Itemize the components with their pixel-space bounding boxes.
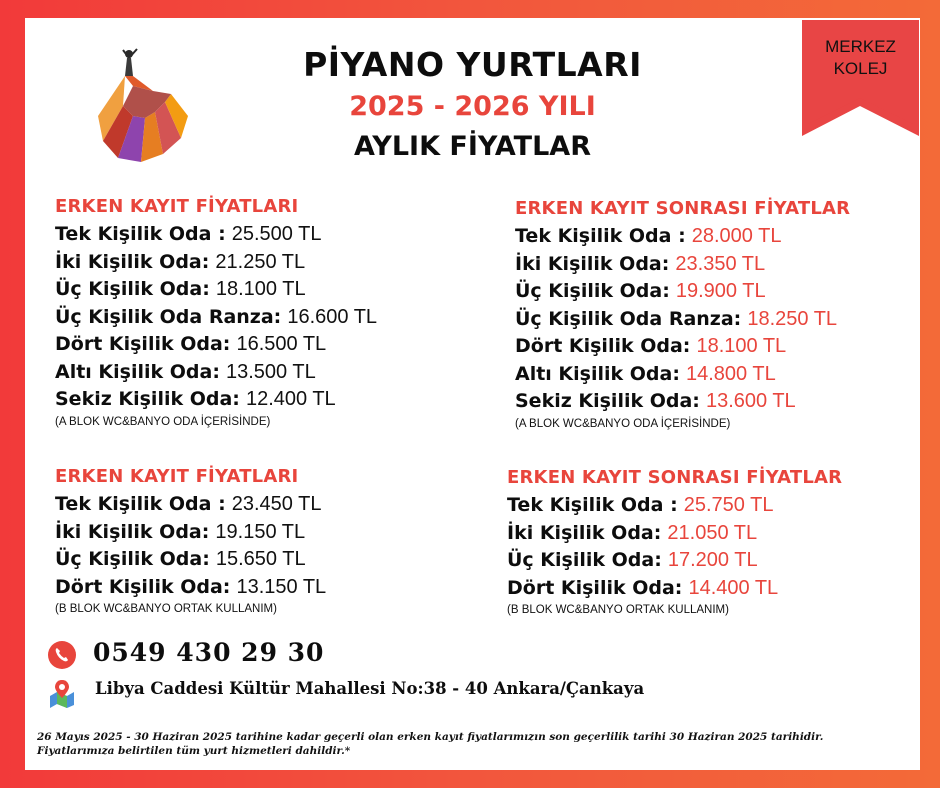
badge-line-1: MERKEZ bbox=[825, 37, 896, 56]
block-title: ERKEN KAYIT SONRASI FİYATLAR bbox=[507, 467, 843, 488]
room-label: Üç Kişilik Oda: bbox=[55, 278, 210, 300]
room-label: Dört Kişilik Oda: bbox=[55, 575, 231, 598]
room-price: 21.050 TL bbox=[667, 521, 758, 544]
room-price: 25.750 TL bbox=[683, 494, 774, 516]
price-row bbox=[55, 546, 326, 574]
block-note: (A BLOK WC&BANYO ODA İÇERİSİNDE) bbox=[55, 415, 271, 428]
room-price: 17.200 TL bbox=[667, 549, 758, 571]
room-price: 13.600 TL bbox=[705, 390, 796, 412]
room-price: 19.150 TL bbox=[215, 520, 306, 543]
room-label: Dört Kişilik Oda: bbox=[515, 335, 691, 357]
room-price: 21.250 TL bbox=[215, 250, 306, 273]
block-title: ERKEN KAYIT FİYATLARI bbox=[55, 196, 299, 217]
price-row bbox=[515, 333, 850, 361]
block-title: ERKEN KAYIT SONRASI FİYATLAR bbox=[515, 198, 851, 219]
room-price: 23.450 TL bbox=[231, 493, 322, 515]
room-label: Üç Kişilik Oda: bbox=[515, 280, 670, 302]
price-row bbox=[55, 249, 377, 277]
room-price: 14.800 TL bbox=[685, 362, 776, 385]
badge-line-2: KOLEJ bbox=[833, 59, 888, 78]
price-row bbox=[55, 359, 377, 387]
price-row bbox=[55, 276, 377, 304]
room-price: 18.100 TL bbox=[696, 335, 787, 357]
price-row bbox=[55, 331, 377, 359]
room-price: 23.350 TL bbox=[675, 252, 766, 275]
room-label: Altı Kişilik Oda: bbox=[55, 360, 220, 383]
footer-line-1: 26 Mayıs 2025 - 30 Haziran 2025 tarihine kadar geçerli olan erken kayıt fiyatlarımızın son geçerlilik tarihi 30 Haziran 2025 tarihidir. bbox=[37, 731, 824, 743]
room-price: 16.600 TL bbox=[287, 305, 378, 328]
price-row bbox=[507, 520, 842, 548]
room-label: Üç Kişilik Oda: bbox=[507, 549, 662, 571]
room-label: Sekiz Kişilik Oda: bbox=[55, 388, 240, 410]
room-label: Altı Kişilik Oda: bbox=[515, 362, 680, 385]
room-label: Sekiz Kişilik Oda: bbox=[515, 390, 700, 412]
phone-icon bbox=[47, 640, 77, 670]
price-row bbox=[55, 519, 326, 547]
phone-number[interactable]: 0549 430 29 30 bbox=[93, 638, 325, 667]
room-label: Dört Kişilik Oda: bbox=[507, 576, 683, 599]
room-label: Dört Kişilik Oda: bbox=[55, 333, 231, 355]
room-label: Tek Kişilik Oda : bbox=[507, 494, 678, 516]
price-row bbox=[507, 575, 842, 603]
price-row bbox=[515, 306, 850, 334]
room-price: 13.150 TL bbox=[236, 575, 327, 598]
room-label: Tek Kişilik Oda : bbox=[55, 223, 226, 245]
room-price: 28.000 TL bbox=[691, 225, 782, 247]
room-label: Üç Kişilik Oda Ranza: bbox=[55, 305, 282, 328]
map-pin-icon bbox=[47, 678, 77, 708]
price-row bbox=[515, 223, 850, 251]
price-block-b-late bbox=[507, 467, 842, 616]
price-row bbox=[55, 221, 377, 249]
price-row bbox=[55, 386, 377, 414]
flyer-card bbox=[25, 18, 920, 770]
room-label: Tek Kişilik Oda : bbox=[515, 225, 686, 247]
room-price: 16.500 TL bbox=[236, 333, 327, 355]
block-note: (B BLOK WC&BANYO ORTAK KULLANIM) bbox=[55, 603, 277, 615]
address: Libya Caddesi Kültür Mahallesi No:38 - 40 Ankara/Çankaya bbox=[95, 679, 645, 698]
badge-text bbox=[802, 36, 919, 80]
room-price: 18.250 TL bbox=[747, 307, 838, 330]
room-label: Üç Kişilik Oda: bbox=[55, 548, 210, 570]
room-price: 12.400 TL bbox=[245, 388, 336, 410]
room-price: 19.900 TL bbox=[675, 280, 766, 302]
price-row bbox=[515, 278, 850, 306]
room-label: Üç Kişilik Oda Ranza: bbox=[515, 307, 742, 330]
block-note: (A BLOK WC&BANYO ODA İÇERİSİNDE) bbox=[515, 417, 731, 430]
page-title: PİYANO YURTLARI bbox=[303, 45, 642, 84]
price-row bbox=[515, 251, 850, 279]
room-label: İki Kişilik Oda: bbox=[55, 520, 210, 543]
room-label: İki Kişilik Oda: bbox=[515, 252, 670, 275]
price-block-a-late bbox=[515, 198, 850, 430]
room-price: 18.100 TL bbox=[215, 278, 306, 300]
price-row bbox=[515, 361, 850, 389]
price-block-b-early bbox=[55, 466, 326, 615]
year-title: 2025 - 2026 YILI bbox=[349, 91, 596, 122]
price-row bbox=[55, 574, 326, 602]
room-label: İki Kişilik Oda: bbox=[55, 250, 210, 273]
room-price: 14.400 TL bbox=[688, 576, 779, 599]
price-row bbox=[55, 491, 326, 519]
price-row bbox=[515, 388, 850, 416]
room-price: 15.650 TL bbox=[215, 548, 306, 570]
price-block-a-early bbox=[55, 196, 377, 428]
price-row bbox=[507, 547, 842, 575]
footer-note bbox=[37, 730, 907, 758]
price-row bbox=[55, 304, 377, 332]
footer-line-2: Fiyatlarımıza belirtilen tüm yurt hizmetleri dahildir.* bbox=[37, 745, 351, 757]
room-label: Tek Kişilik Oda : bbox=[55, 493, 226, 515]
room-price: 25.500 TL bbox=[231, 223, 322, 245]
price-row bbox=[507, 492, 842, 520]
room-label: İki Kişilik Oda: bbox=[507, 521, 662, 544]
block-note: (B BLOK WC&BANYO ORTAK KULLANIM) bbox=[507, 604, 729, 616]
block-title: ERKEN KAYIT FİYATLARI bbox=[55, 466, 299, 487]
room-price: 13.500 TL bbox=[225, 360, 316, 383]
subtitle: AYLIK FİYATLAR bbox=[353, 131, 591, 162]
